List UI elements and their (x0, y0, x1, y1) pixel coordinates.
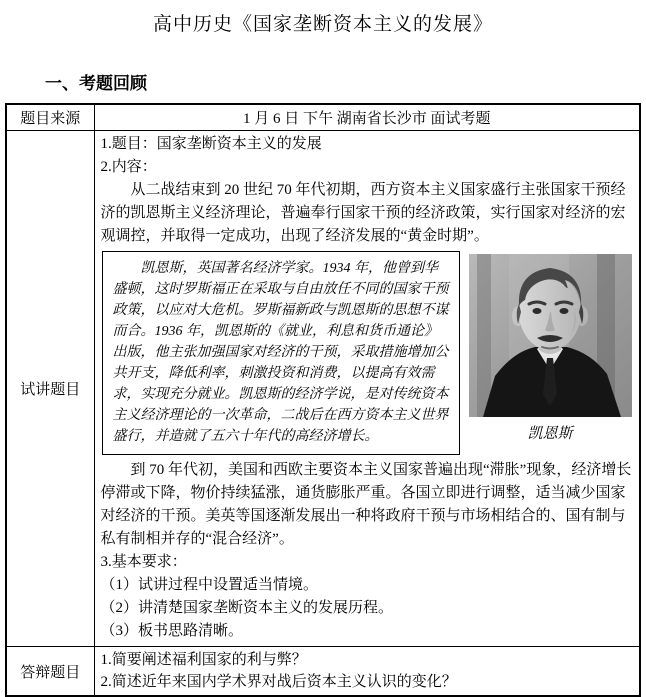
defense-row-label: 答辩题目 (6, 647, 94, 697)
requirement-3: （3）板书思路清晰。 (100, 623, 244, 639)
keynes-bio-textbox: 凯恩斯，英国著名经济学家。1934 年，他曾到华盛顿，这时罗斯福正在采取与自由放任不同的国家干预政策，以应对大危机。罗斯福新政与凯恩斯的思想不谋而合。1936 年，凯恩斯的《就业，利息和货币通论》出版，他主张加强国家对经济的干预，采取措施增加公共开支，降低利率，刺激投资和消费，以提高有效需求，实现充分就业。凯恩斯的经济学说，是对传统资本主义经济理论的一次革命，二战后在西方资本主义世界盛行，并造就了五六十年代的高经济增长。 (102, 251, 460, 455)
lecture-row-content (94, 131, 640, 647)
defense-question-1: 1.简要阐述福利国家的利与弊？ (100, 652, 307, 668)
keynes-portrait-image (469, 254, 632, 417)
defense-row-content (94, 647, 640, 697)
source-row-value: 1 月 6 日 下午 湖南省长沙市 面试考题 (94, 104, 640, 131)
keynes-photo (469, 251, 632, 445)
table-row-defense (6, 647, 640, 697)
keynes-figure-row (102, 251, 634, 455)
table-row-lecture-topic (6, 131, 640, 647)
requirement-1: （1）试讲过程中设置适当情境。 (100, 577, 319, 593)
lecture-topic-line: 1.题目：国家垄断资本主义的发展 (100, 136, 322, 152)
page-title: 高中历史《国家垄断资本主义的发展》 (152, 14, 493, 35)
source-row-label: 题目来源 (6, 104, 94, 131)
section-heading-exam-review: 一、考题回顾 (45, 74, 147, 93)
defense-question-2: 2.简述近年来国内学术界对战后资本主义认识的变化？ (100, 674, 457, 690)
exam-review-table (5, 103, 641, 697)
table-row-source (6, 104, 640, 131)
lecture-paragraph-1: 从二战结束到 20 世纪 70 年代初期，西方资本主义国家盛行主张国家干预经济的凯恩斯主义经济理论，普遍奉行国家干预的经济政策，实行国家对经济的宏观调控，并取得一定成功，出现了经济发展的“黄金时期”。 (100, 182, 626, 244)
lecture-content-heading: 2.内容： (100, 159, 157, 175)
basic-requirements-heading: 3.基本要求： (100, 554, 187, 570)
requirement-2: （2）讲清楚国家垄断资本主义的发展历程。 (100, 600, 394, 616)
lecture-paragraph-2: 到 70 年代初，美国和西欧主要资本主义国家普遍出现“滞胀”现象，经济增长停滞或下降，物价持续猛涨，通货膨胀严重。各国立即进行调整，适当减少国家对经济的干预。美英等国逐渐发展出一种将政府干预与市场相结合的、国有制与私有制相并存的“混合经济”。 (100, 462, 632, 547)
lecture-row-label: 试讲题目 (6, 131, 94, 647)
keynes-photo-caption: 凯恩斯 (527, 426, 573, 442)
